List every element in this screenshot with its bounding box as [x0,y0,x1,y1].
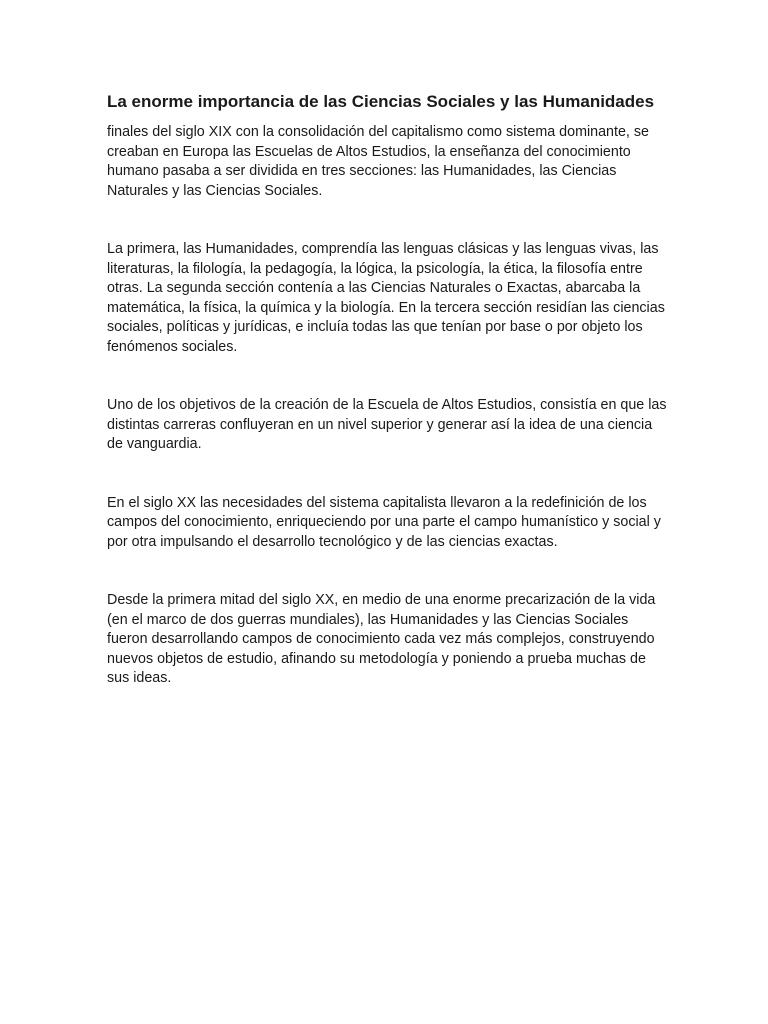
paragraph-1: finales del siglo XIX con la consolidación del capitalismo como sistema dominante, se creaban en Europa las Escuelas de Altos Estudios, la enseñanza del conocimiento humano pasaba a ser dividida en tres secciones: las Humanidades, las Ciencias Naturales y las Ciencias Sociales. [107,124,649,199]
paragraph-5: Desde la primera mitad del siglo XX, en medio de una enorme precarización de la vida (en el marco de dos guerras mundiales), las Humanidades y las Ciencias Sociales fueron desarrollando campos de conocimiento cada vez más complejos, construyendo nuevos objetos de estudio, afinando su metodología y poniendo a prueba muchas de sus ideas. [107,592,656,686]
document-page [107,91,667,689]
paragraph-spacer [107,201,667,240]
document-title: La enorme importancia de las Ciencias Sociales y las Humanidades [107,92,655,111]
paragraph-2: La primera, las Humanidades, comprendía las lenguas clásicas y las lenguas vivas, las literaturas, la filología, la pedagogía, la lógica, la psicología, la ética, la filosofía entre otras. La segunda sección contenía a las Ciencias Naturales o Exactas, abarcaba la matemática, la física, la química y la biología. En la tercera sección residían las ciencias sociales, políticas y jurídicas, e incluía todas las que tenían por base o por objeto los fenómenos sociales. [107,241,665,355]
paragraph-spacer [107,357,667,396]
paragraph-4: En el siglo XX las necesidades del sistema capitalista llevaron a la redefinición de los campos del conocimiento, enriqueciendo por una parte el campo humanístico y social y por otra impulsando el desarrollo tecnológico y de las ciencias exactas. [107,494,661,550]
paragraph-3: Uno de los objetivos de la creación de la Escuela de Altos Estudios, consistía en que las distintas carreras confluyeran en un nivel superior y generar así la idea de una ciencia de vanguardia. [107,397,667,452]
paragraph-spacer [107,552,667,591]
paragraph-spacer [107,455,667,494]
